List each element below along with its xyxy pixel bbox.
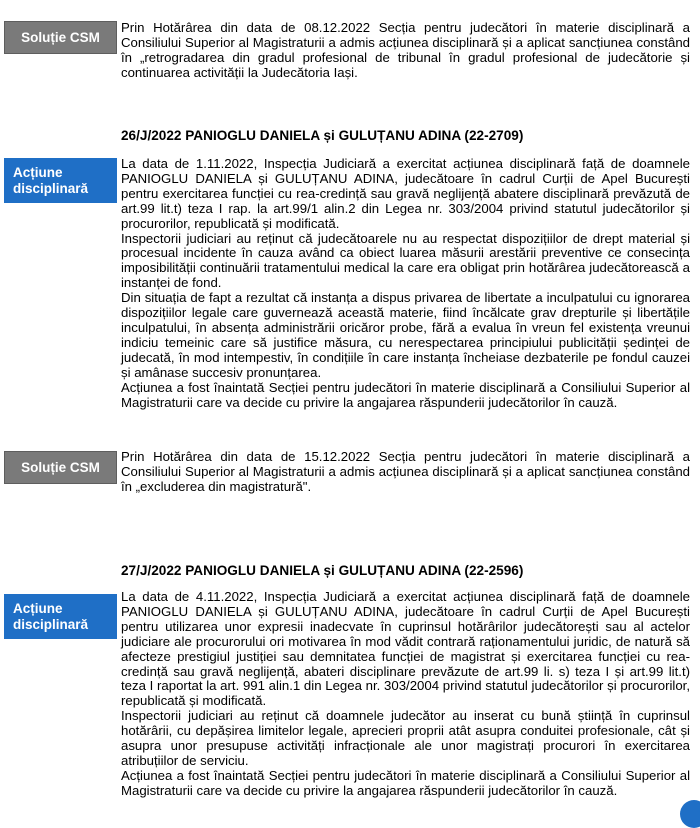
solution-text — [121, 21, 690, 81]
actiune-disciplinara-badge: Acțiune disciplinară — [4, 594, 117, 639]
paragraph: Inspectorii judiciari au reținut că doamnele judecător au inserat cu bună știință în cuprinsul hotărârii, cu depășirea limitelor legale, aprecieri proprii atât asupra conduitei profesionale, cât și asupra unor presupuse activități infracționale ale unor magistrați procurori în exercitarea atribuțiilor de serviciu. — [121, 708, 690, 768]
action-text — [121, 157, 690, 410]
paragraph: La data de 1.11.2022, Inspecția Judiciară a exercitat acțiunea disciplinară față de doamnele PANIOGLU DANIELA și GULUȚANU ADINA, judecătoare în cadrul Curții de Apel București pentru exercitarea funcției cu rea-credință sau gravă neglijență abatere disciplinară prevăzută de art.99 lit.t) teza I rap. la art.99/1 alin.2 din Legea nr. 303/2004 privind statutul judecătorilor și procurorilor, republicată și modificată. — [121, 156, 690, 231]
solutie-csm-badge: Soluție CSM — [4, 21, 117, 54]
paragraph: Inspectorii judiciari au reținut că judecătoarele nu au respectat dispozițiilor de drept material și procesual incidente în cauza având ca obiect luarea măsurii arestării preventive ce consecința imposibilității continuării tratamentului medical la care era obligat prin hotărârea judecătorească a instanței de fond. — [121, 230, 690, 291]
paragraph: Prin Hotărârea din data de 15.12.2022 Secția pentru judecători în materie disciplinară a Consiliului Superior al Magistraturii a admis acțiunea disciplinară și a aplicat sancțiunea constând în „excluderea din magistratură". — [121, 449, 690, 494]
action-text — [121, 590, 690, 799]
paragraph: Acțiunea a fost înaintată Secției pentru judecători în materie disciplinară a Consiliului Superior al Magistraturii care va decide cu privire la angajarea răspunderii judecătorilor în cauză. — [121, 379, 690, 410]
case-heading: 27/J/2022 PANIOGLU DANIELA și GULUȚANU ADINA (22-2596) — [121, 563, 524, 578]
case-heading: 26/J/2022 PANIOGLU DANIELA și GULUȚANU ADINA (22-2709) — [121, 128, 524, 143]
paragraph: Acțiunea a fost înaintată Secției pentru judecători în materie disciplinară a Consiliului Superior al Magistraturii care va decide cu privire la angajarea răspunderii judecătorilor în cauză. — [121, 767, 690, 798]
actiune-disciplinara-badge: Acțiune disciplinară — [4, 158, 117, 203]
paragraph: Din situația de fapt a rezultat că instanța a dispus privarea de libertate a inculpatului cu ignorarea dispozițiilor legale care guvernează această materie, fiind încălcate grav drepturile și libertățile inculpatului, în absența administrării oricăror probe, fără a evalua în vreun fel existența vreunui indiciu temeinic care să justifice măsura, cu nerespectarea principiului publicității ședinței de judecată, în mod intempestiv, în condițiile în care instanța încheiase dezbaterile pe fondul cauzei și amânase succesiv pronunțarea. — [121, 290, 690, 380]
paragraph: La data de 4.11.2022, Inspecția Judiciară a exercitat acțiunea disciplinară față de doamnele PANIOGLU DANIELA și GULUȚANU ADINA, judecătoare în cadrul Curții de Apel București pentru utilizarea unor expresii inadecvate în cuprinsul hotărârilor judecătorești sau al actelor judiciare ale procurorului ori motivarea în mod vădit contrară raționamentului juridic, de natură să afecteze prestigiul justiției sau demnitatea funcției de magistrat și exercitarea funcției cu rea-credință sau gravă neglijență, abateri disciplinare prevăzute de art.99 li. s) teza I și art.99 lit.t) teza I raportat la art. 991 alin.1 din Legea nr. 303/2004 privind statutul judecătorilor și procurorilor, republicată și modificată. — [121, 589, 690, 709]
solutie-csm-badge: Soluție CSM — [4, 451, 117, 484]
solution-text — [121, 450, 690, 495]
page-corner-decoration — [680, 800, 700, 828]
paragraph: Prin Hotărârea din data de 08.12.2022 Secția pentru judecători în materie disciplinară a Consiliului Superior al Magistraturii a admis acțiunea disciplinară și a aplicat sancțiunea constând în „retrogradarea din gradul profesional de tribunal în gradul profesional de judecătorie și continuarea activității la Judecătoria Iași. — [121, 20, 690, 80]
